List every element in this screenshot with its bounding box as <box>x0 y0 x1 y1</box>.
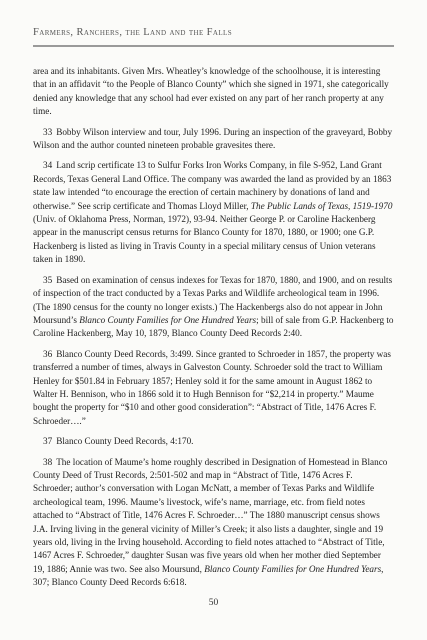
header-rule <box>33 45 394 47</box>
note-text: (Univ. of Oklahoma Press, Norman, 1972), 93-94. Neither George P. or Caroline Hackenberg appear in the manuscript census returns for Blanco County for 1870, 1880, or 1900; one G.P. Hackenberg is listed as living in Travis County in a special military census of Union veterans taken in 1890. <box>33 214 376 265</box>
note-38 <box>33 456 394 590</box>
note-number: 35 <box>43 274 53 285</box>
note-number: 37 <box>43 436 53 447</box>
note-italic-title: The Public Lands of Texas, 1519-1970 <box>250 200 393 211</box>
note-text: Blanco County Deed Records, 4:170. <box>56 436 194 447</box>
note-text: Land scrip certificate 13 to Sulfur Forks Iron Works Company, in file S-952, Land Grant Records, Texas General Land Office. The company was awarded the land as provided by an 1863 state law intended “to encourage the erection of certain machinery by donations of land and otherwise.” See scrip certificate and Thomas Lloyd Miller, <box>33 160 392 211</box>
note-text: , 307; Blanco County Deed Records 6:618. <box>33 563 384 588</box>
note-number: 34 <box>43 160 53 171</box>
note-italic-title: Blanco County Families for One Hundred Years <box>204 563 382 574</box>
note-text: ; bill of sale from G.P. Hackenberg to Caroline Hackenberg, May 10, 1879, Blanco County Deed Records 2:40. <box>33 314 394 339</box>
note-italic-title: Blanco County Families for One Hundred Years <box>79 314 257 325</box>
note-number: 33 <box>43 126 53 137</box>
note-34 <box>33 159 394 266</box>
note-text: Based on examination of census indexes for Texas for 1870, 1880, and 1900, and on results of inspection of the tract conducted by a Texas Parks and Wildlife archeological team in 1996. (The 1890 census for the county no longer exists.) The Hackenbergs also do not appear in John Moursund’s <box>33 274 393 325</box>
note-text: Blanco County Deed Records, 3:499. Since granted to Schroeder in 1857, the property was transferred a number of times, always in Galveston County. Schroeder sold the tract to William Henley for $501.84 in February 1857; Henley sold it for the same amount in August 1862 to Walter H. Bennison, who in 1866 sold it to Hugh Bennison for “$2,214 in property.” Maume bought the property for “$10 and other good consideration”: “Abstract of Title, 1476 Acres F. Schroeder….” <box>33 348 391 426</box>
running-head: Farmers, Ranchers, the Land and the Falls <box>33 27 232 38</box>
note-36 <box>33 348 394 428</box>
note-text: Bobby Wilson interview and tour, July 1996. During an inspection of the graveyard, Bobby Wilson and the author counted nineteen probable gravesites there. <box>33 126 393 151</box>
lead-paragraph: area and its inhabitants. Given Mrs. Wheatley’s knowledge of the schoolhouse, it is interesting that in an affidavit “to the People of Blanco County” which she signed in 1971, she categorically denied any knowledge that any school had ever existed on any part of her ranch property at any time. <box>33 66 389 117</box>
note-text: The location of Maume’s home roughly described in Designation of Homestead in Blanco County Deed of Trust Records, 2:501-502 and map in “Abstract of Title, 1476 Acres F. Schroeder; author’s conversation with Logan McNatt, a member of Texas Parks and Wildlife archeological team, 1996. Maume’s livestock, wife’s name, marriage, etc. from field notes attached to “Abstract of Title, 1476 Acres F. Schroeder…” The 1880 manuscript census shows J.A. Irving living in the general vicinity of Miller’s Creek; it also lists a daughter, single and 19 years old, living in the Irving household. According to field notes attached to “Abstract of Title, 1467 Acres F. Schroeder,” daughter Susan was five years old when her mother died September 19, 1886; Annie was two. See also Moursund, <box>33 456 388 574</box>
note-number: 38 <box>43 456 53 467</box>
note-37 <box>33 435 394 448</box>
notes-body <box>33 65 394 597</box>
note-number: 36 <box>43 348 53 359</box>
page-number: 50 <box>208 598 219 608</box>
note-33 <box>33 126 394 153</box>
note-35 <box>33 274 394 341</box>
